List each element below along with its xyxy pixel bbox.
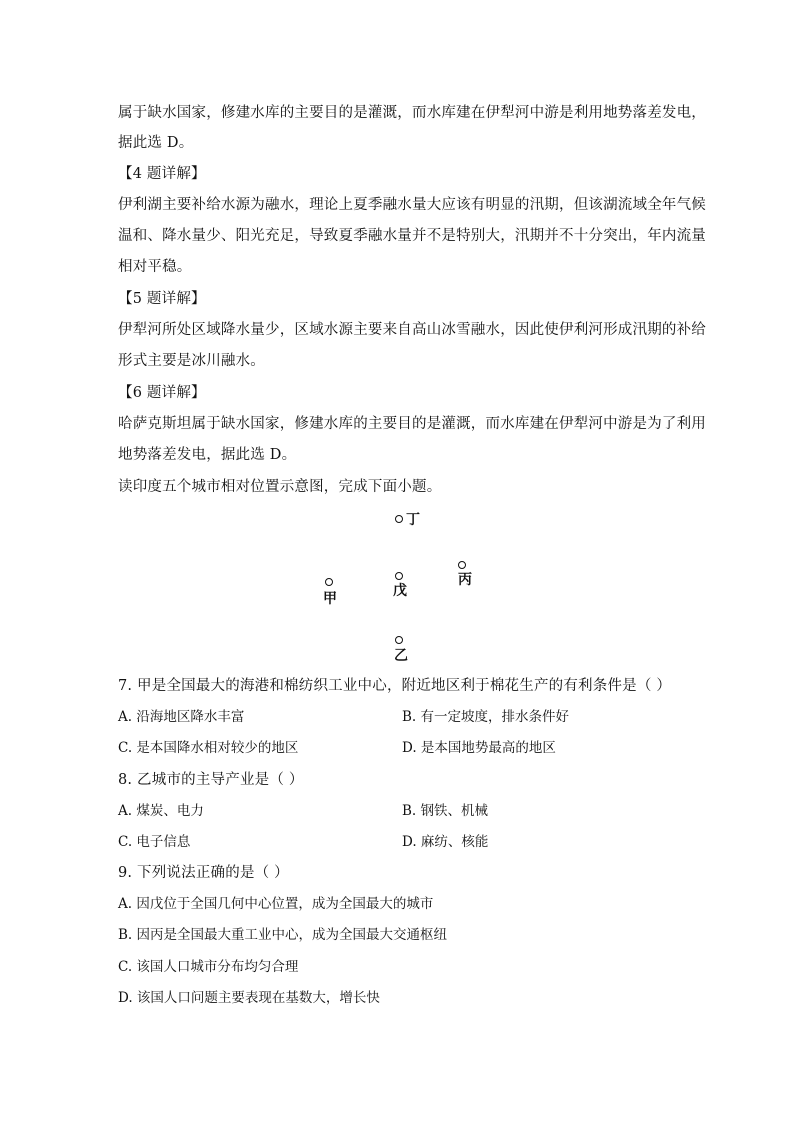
city-label-jia: 甲 <box>323 591 337 607</box>
figure-intro: 读印度五个城市相对位置示意图，完成下面小题。 <box>118 479 442 495</box>
question-9-option-a: A. 因戊位于全国几何中心位置，成为全国最大的城市 <box>118 896 434 912</box>
city-label-wu: 戊 <box>393 583 407 599</box>
explanation-line: 相对平稳。 <box>118 259 192 275</box>
question-9-option-b: B. 因丙是全国最大重工业中心，成为全国最大交通枢纽 <box>118 927 448 943</box>
section-heading-q4: 【4 题详解】 <box>118 166 206 182</box>
explanation-line: 地势落差发电，据此选 D。 <box>118 447 297 463</box>
explanation-line: 属于缺水国家，修建水库的主要目的是灌溉，而水库建在伊犁河中游是利用地势落差发电， <box>118 105 706 121</box>
question-9-stem: 9. 下列说法正确的是（ ） <box>118 865 289 881</box>
question-9-option-d: D. 该国人口问题主要表现在基数大，增长快 <box>118 990 380 1006</box>
india-cities-map <box>300 505 500 670</box>
city-marker-ding <box>395 515 403 523</box>
city-label-yi: 乙 <box>394 648 408 664</box>
city-marker-yi <box>395 636 403 644</box>
explanation-line: 哈萨克斯坦属于缺水国家，修建水库的主要目的是灌溉，而水库建在伊犁河中游是为了利用 <box>118 416 706 432</box>
explanation-line: 伊利湖主要补给水源为融水，理论上夏季融水量大应该有明显的汛期，但该湖流域全年气候 <box>118 197 706 213</box>
section-heading-q5: 【5 题详解】 <box>118 291 206 307</box>
explanation-line: 伊犁河所处区域降水量少，区域水源主要来自高山冰雪融水，因此使伊利河形成汛期的补给 <box>118 322 706 338</box>
question-8-option-b: B. 钢铁、机械 <box>402 803 489 819</box>
explanation-line: 形式主要是冰川融水。 <box>118 353 265 369</box>
question-7-stem: 7. 甲是全国最大的海港和棉纺织工业中心，附近地区利于棉花生产的有利条件是（ ） <box>118 678 672 694</box>
question-8-option-d: D. 麻纺、核能 <box>402 834 489 850</box>
question-8-option-c: C. 电子信息 <box>118 834 191 850</box>
question-7-option-c: C. 是本国降水相对较少的地区 <box>118 740 299 756</box>
explanation-line: 温和、降水量少、阳光充足，导致夏季融水量并不是特别大，汛期并不十分突出，年内流量 <box>118 228 706 244</box>
section-heading-q6: 【6 题详解】 <box>118 385 206 401</box>
question-8-option-a: A. 煤炭、电力 <box>118 803 204 819</box>
city-label-ding: 丁 <box>406 512 420 528</box>
city-marker-bing <box>458 561 466 569</box>
city-label-bing: 丙 <box>458 572 472 588</box>
question-7-option-d: D. 是本国地势最高的地区 <box>402 740 556 756</box>
city-marker-jia <box>325 578 333 586</box>
question-8-stem: 8. 乙城市的主导产业是（ ） <box>118 772 304 788</box>
explanation-line: 据此选 D。 <box>118 135 194 151</box>
city-marker-wu <box>395 572 403 580</box>
question-7-option-b: B. 有一定坡度，排水条件好 <box>402 709 570 725</box>
question-9-option-c: C. 该国人口城市分布均匀合理 <box>118 959 299 975</box>
question-7-option-a: A. 沿海地区降水丰富 <box>118 709 245 725</box>
